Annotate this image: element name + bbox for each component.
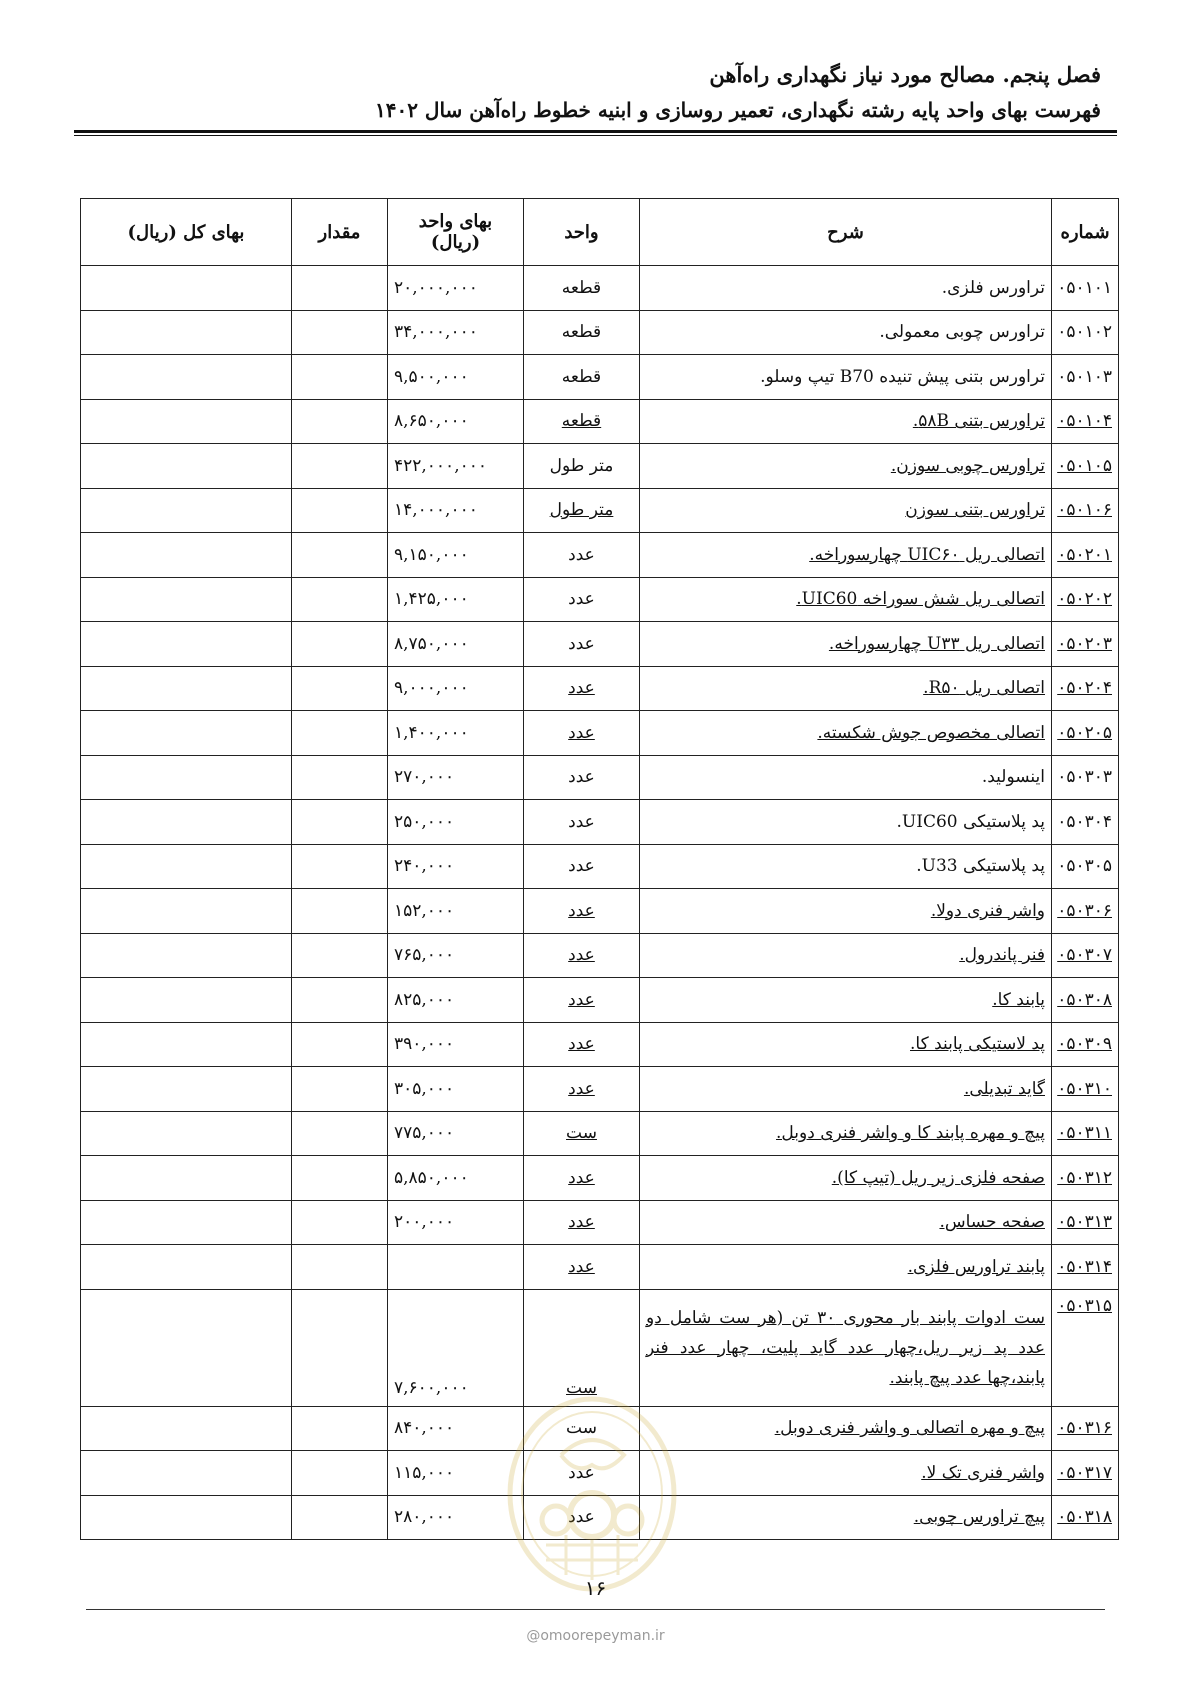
row-quantity (292, 399, 388, 444)
header-rule-thin (74, 135, 1117, 136)
row-unit: ست (524, 1406, 640, 1451)
row-quantity (292, 1495, 388, 1540)
row-description: تراورس بتنی سوزن (640, 488, 1052, 533)
row-description: پد پلاستیکی UIC60. (640, 800, 1052, 845)
row-unit: عدد (524, 755, 640, 800)
row-quantity (292, 755, 388, 800)
row-number: ۰۵۰۳۱۶ (1052, 1406, 1119, 1451)
row-total-price (81, 577, 292, 622)
row-description: صفحه حساس. (640, 1200, 1052, 1245)
header-description: شرح (640, 199, 1052, 266)
row-total-price (81, 355, 292, 400)
row-unit: عدد (524, 711, 640, 756)
table-row (81, 666, 1119, 711)
table-row (81, 755, 1119, 800)
row-number: ۰۵۰۱۰۴ (1052, 399, 1119, 444)
row-quantity (292, 1022, 388, 1067)
table-row (81, 577, 1119, 622)
row-description: تراورس چوبی سوزن. (640, 444, 1052, 489)
row-unit: قطعه (524, 399, 640, 444)
row-unit-price: ۱۱۵,۰۰۰ (388, 1451, 524, 1496)
row-description: پیچ تراورس چوبی. (640, 1495, 1052, 1540)
row-unit-price: ۱,۴۲۵,۰۰۰ (388, 577, 524, 622)
row-number: ۰۵۰۳۱۵ (1052, 1289, 1119, 1406)
row-unit: عدد (524, 1200, 640, 1245)
row-number: ۰۵۰۱۰۵ (1052, 444, 1119, 489)
row-total-price (81, 1156, 292, 1201)
row-total-price (81, 533, 292, 578)
price-list-table (80, 198, 1119, 1540)
table-row (81, 711, 1119, 756)
row-unit-price: ۸,۶۵۰,۰۰۰ (388, 399, 524, 444)
row-total-price (81, 444, 292, 489)
row-unit-price: ۴۲۲,۰۰۰,۰۰۰ (388, 444, 524, 489)
seal-logo-watermark (506, 1395, 678, 1593)
row-total-price (81, 800, 292, 845)
row-unit: قطعه (524, 310, 640, 355)
row-unit-price: ۹,۵۰۰,۰۰۰ (388, 355, 524, 400)
row-description: تراورس فلزی. (640, 266, 1052, 311)
row-unit-price: ۳۴,۰۰۰,۰۰۰ (388, 310, 524, 355)
row-total-price (81, 310, 292, 355)
row-description: پیچ و مهره پابند کا و واشر فنری دوبل. (640, 1111, 1052, 1156)
row-quantity (292, 933, 388, 978)
row-unit: عدد (524, 889, 640, 934)
row-unit: عدد (524, 978, 640, 1023)
row-total-price (81, 844, 292, 889)
row-unit-price: ۸۴۰,۰۰۰ (388, 1406, 524, 1451)
table-row (81, 488, 1119, 533)
row-description: پد پلاستیکی U33. (640, 844, 1052, 889)
row-quantity (292, 622, 388, 667)
row-unit: عدد (524, 622, 640, 667)
row-total-price (81, 978, 292, 1023)
row-number: ۰۵۰۱۰۳ (1052, 355, 1119, 400)
row-number: ۰۵۰۱۰۶ (1052, 488, 1119, 533)
header-rule (74, 130, 1117, 133)
row-total-price (81, 933, 292, 978)
row-unit-price (388, 1245, 524, 1290)
row-quantity (292, 533, 388, 578)
row-quantity (292, 1406, 388, 1451)
row-number: ۰۵۰۲۰۲ (1052, 577, 1119, 622)
row-number: ۰۵۰۳۰۹ (1052, 1022, 1119, 1067)
row-quantity (292, 1111, 388, 1156)
row-unit-price: ۸۲۵,۰۰۰ (388, 978, 524, 1023)
row-description: اتصالی ریل U۳۳ چهارسوراخه. (640, 622, 1052, 667)
row-unit-price: ۹,۰۰۰,۰۰۰ (388, 666, 524, 711)
row-number: ۰۵۰۳۱۲ (1052, 1156, 1119, 1201)
row-number: ۰۵۰۱۰۲ (1052, 310, 1119, 355)
row-description: اتصالی ریل R۵۰. (640, 666, 1052, 711)
row-number: ۰۵۰۳۰۸ (1052, 978, 1119, 1023)
table-row (81, 355, 1119, 400)
row-description: اینسولید. (640, 755, 1052, 800)
row-unit-price: ۸,۷۵۰,۰۰۰ (388, 622, 524, 667)
row-number: ۰۵۰۱۰۱ (1052, 266, 1119, 311)
row-total-price (81, 889, 292, 934)
row-description: تراورس چوبی معمولی. (640, 310, 1052, 355)
website-watermark: @omoorepeyman.ir (526, 1628, 665, 1644)
row-number: ۰۵۰۳۱۴ (1052, 1245, 1119, 1290)
row-unit: عدد (524, 1451, 640, 1496)
table-row (81, 444, 1119, 489)
row-quantity (292, 266, 388, 311)
row-total-price (81, 1200, 292, 1245)
row-unit: ست (524, 1111, 640, 1156)
row-total-price (81, 1111, 292, 1156)
table-row (81, 1289, 1119, 1406)
table-row (81, 933, 1119, 978)
row-total-price (81, 1289, 292, 1406)
table-row (81, 1111, 1119, 1156)
row-total-price (81, 711, 292, 756)
row-total-price (81, 1067, 292, 1112)
row-unit-price: ۳۹۰,۰۰۰ (388, 1022, 524, 1067)
row-total-price (81, 755, 292, 800)
document-subtitle: فهرست بهای واحد پایه رشته نگهداری، تعمیر روسازی و ابنیه خطوط راه‌آهن سال ۱۴۰۲ (375, 98, 1101, 122)
row-unit: قطعه (524, 266, 640, 311)
row-unit-price: ۱۵۲,۰۰۰ (388, 889, 524, 934)
row-total-price (81, 622, 292, 667)
table-row (81, 399, 1119, 444)
row-unit-price: ۷۶۵,۰۰۰ (388, 933, 524, 978)
row-quantity (292, 844, 388, 889)
row-total-price (81, 1022, 292, 1067)
row-unit-price: ۲۰۰,۰۰۰ (388, 1200, 524, 1245)
row-unit: عدد (524, 1156, 640, 1201)
row-description: ست ادوات پابند بار محوری ۳۰ تن (هر ست شامل دو عدد پد زیر ریل،چهار عدد گاید پلیت، چهار عدد فنر پابند،چها عدد پیچ پابند. (640, 1289, 1052, 1406)
row-unit: عدد (524, 1245, 640, 1290)
table-row (81, 1200, 1119, 1245)
row-number: ۰۵۰۳۰۷ (1052, 933, 1119, 978)
row-description: واشر فنری دولا. (640, 889, 1052, 934)
row-quantity (292, 355, 388, 400)
row-unit-price: ۲۴۰,۰۰۰ (388, 844, 524, 889)
row-unit-price: ۱۴,۰۰۰,۰۰۰ (388, 488, 524, 533)
header-unit: واحد (524, 199, 640, 266)
row-quantity (292, 978, 388, 1023)
header-quantity: مقدار (292, 199, 388, 266)
page-number: ۱۶ (584, 1576, 607, 1600)
row-unit: عدد (524, 666, 640, 711)
row-total-price (81, 1245, 292, 1290)
row-description: اتصالی مخصوص جوش شکسته. (640, 711, 1052, 756)
row-unit: عدد (524, 1495, 640, 1540)
table-row (81, 533, 1119, 578)
table-row (81, 266, 1119, 311)
row-quantity (292, 444, 388, 489)
row-unit-price: ۲۵۰,۰۰۰ (388, 800, 524, 845)
row-unit: عدد (524, 1022, 640, 1067)
row-description: واشر فنری تک لا. (640, 1451, 1052, 1496)
row-total-price (81, 266, 292, 311)
row-quantity (292, 577, 388, 622)
row-unit: عدد (524, 533, 640, 578)
row-unit: عدد (524, 933, 640, 978)
row-description: تراورس بتنی پیش تنیده B70 تیپ وسلو. (640, 355, 1052, 400)
row-number: ۰۵۰۲۰۵ (1052, 711, 1119, 756)
row-unit: متر طول (524, 488, 640, 533)
row-unit-price: ۱,۴۰۰,۰۰۰ (388, 711, 524, 756)
row-description: گاید تبدیلی. (640, 1067, 1052, 1112)
row-unit: قطعه (524, 355, 640, 400)
row-unit: متر طول (524, 444, 640, 489)
header-total-price: بهای کل (ریال) (81, 199, 292, 266)
row-number: ۰۵۰۳۱۷ (1052, 1451, 1119, 1496)
chapter-title: فصل پنجم. مصالح مورد نیاز نگهداری راه‌آهن (709, 62, 1101, 87)
row-total-price (81, 1406, 292, 1451)
row-total-price (81, 1451, 292, 1496)
row-quantity (292, 488, 388, 533)
table-row (81, 978, 1119, 1023)
row-total-price (81, 1495, 292, 1540)
table-row (81, 1022, 1119, 1067)
row-quantity (292, 1451, 388, 1496)
row-description: اتصالی ریل UIC۶۰ چهارسوراخه. (640, 533, 1052, 578)
row-number: ۰۵۰۲۰۳ (1052, 622, 1119, 667)
table-row (81, 622, 1119, 667)
row-description: پیچ و مهره اتصالی و واشر فنری دوبل. (640, 1406, 1052, 1451)
row-unit: عدد (524, 1067, 640, 1112)
row-total-price (81, 666, 292, 711)
table-row (81, 1067, 1119, 1112)
row-quantity (292, 1067, 388, 1112)
row-number: ۰۵۰۳۱۰ (1052, 1067, 1119, 1112)
row-description: تراورس بتنی ۵۸B. (640, 399, 1052, 444)
table-row (81, 1245, 1119, 1290)
row-description: اتصالی ریل شش سوراخه UIC60. (640, 577, 1052, 622)
row-unit: عدد (524, 844, 640, 889)
row-quantity (292, 310, 388, 355)
row-unit-price: ۲۷۰,۰۰۰ (388, 755, 524, 800)
table-header-row (81, 199, 1119, 266)
header-unit-price: بهای واحد (ریال) (388, 199, 524, 266)
row-description: صفحه فلزی زیر ریل (تیپ کا). (640, 1156, 1052, 1201)
table-row (81, 1156, 1119, 1201)
row-unit-price: ۲۰,۰۰۰,۰۰۰ (388, 266, 524, 311)
footer-rule (86, 1609, 1105, 1610)
row-description: پابند تراورس فلزی. (640, 1245, 1052, 1290)
row-unit: ست (524, 1289, 640, 1406)
row-number: ۰۵۰۳۱۱ (1052, 1111, 1119, 1156)
row-unit-price: ۷,۶۰۰,۰۰۰ (388, 1289, 524, 1406)
row-unit: عدد (524, 577, 640, 622)
row-number: ۰۵۰۳۱۸ (1052, 1495, 1119, 1540)
row-quantity (292, 1289, 388, 1406)
row-number: ۰۵۰۳۰۴ (1052, 800, 1119, 845)
row-unit: عدد (524, 800, 640, 845)
table-row (81, 844, 1119, 889)
row-description: فنر پاندرول. (640, 933, 1052, 978)
row-quantity (292, 1245, 388, 1290)
row-number: ۰۵۰۳۰۶ (1052, 889, 1119, 934)
row-number: ۰۵۰۳۰۵ (1052, 844, 1119, 889)
row-number: ۰۵۰۲۰۱ (1052, 533, 1119, 578)
row-total-price (81, 399, 292, 444)
row-quantity (292, 889, 388, 934)
row-number: ۰۵۰۲۰۴ (1052, 666, 1119, 711)
row-number: ۰۵۰۳۰۳ (1052, 755, 1119, 800)
row-quantity (292, 800, 388, 845)
row-quantity (292, 666, 388, 711)
row-unit-price: ۵,۸۵۰,۰۰۰ (388, 1156, 524, 1201)
row-unit-price: ۹,۱۵۰,۰۰۰ (388, 533, 524, 578)
table-row (81, 310, 1119, 355)
row-unit-price: ۲۸۰,۰۰۰ (388, 1495, 524, 1540)
table-row (81, 800, 1119, 845)
row-quantity (292, 1156, 388, 1201)
row-description: پد لاستیکی پابند کا. (640, 1022, 1052, 1067)
row-description: پابند کا. (640, 978, 1052, 1023)
row-quantity (292, 1200, 388, 1245)
row-quantity (292, 711, 388, 756)
header-number: شماره (1052, 199, 1119, 266)
table-row (81, 889, 1119, 934)
row-unit-price: ۳۰۵,۰۰۰ (388, 1067, 524, 1112)
row-number: ۰۵۰۳۱۳ (1052, 1200, 1119, 1245)
row-unit-price: ۷۷۵,۰۰۰ (388, 1111, 524, 1156)
row-total-price (81, 488, 292, 533)
